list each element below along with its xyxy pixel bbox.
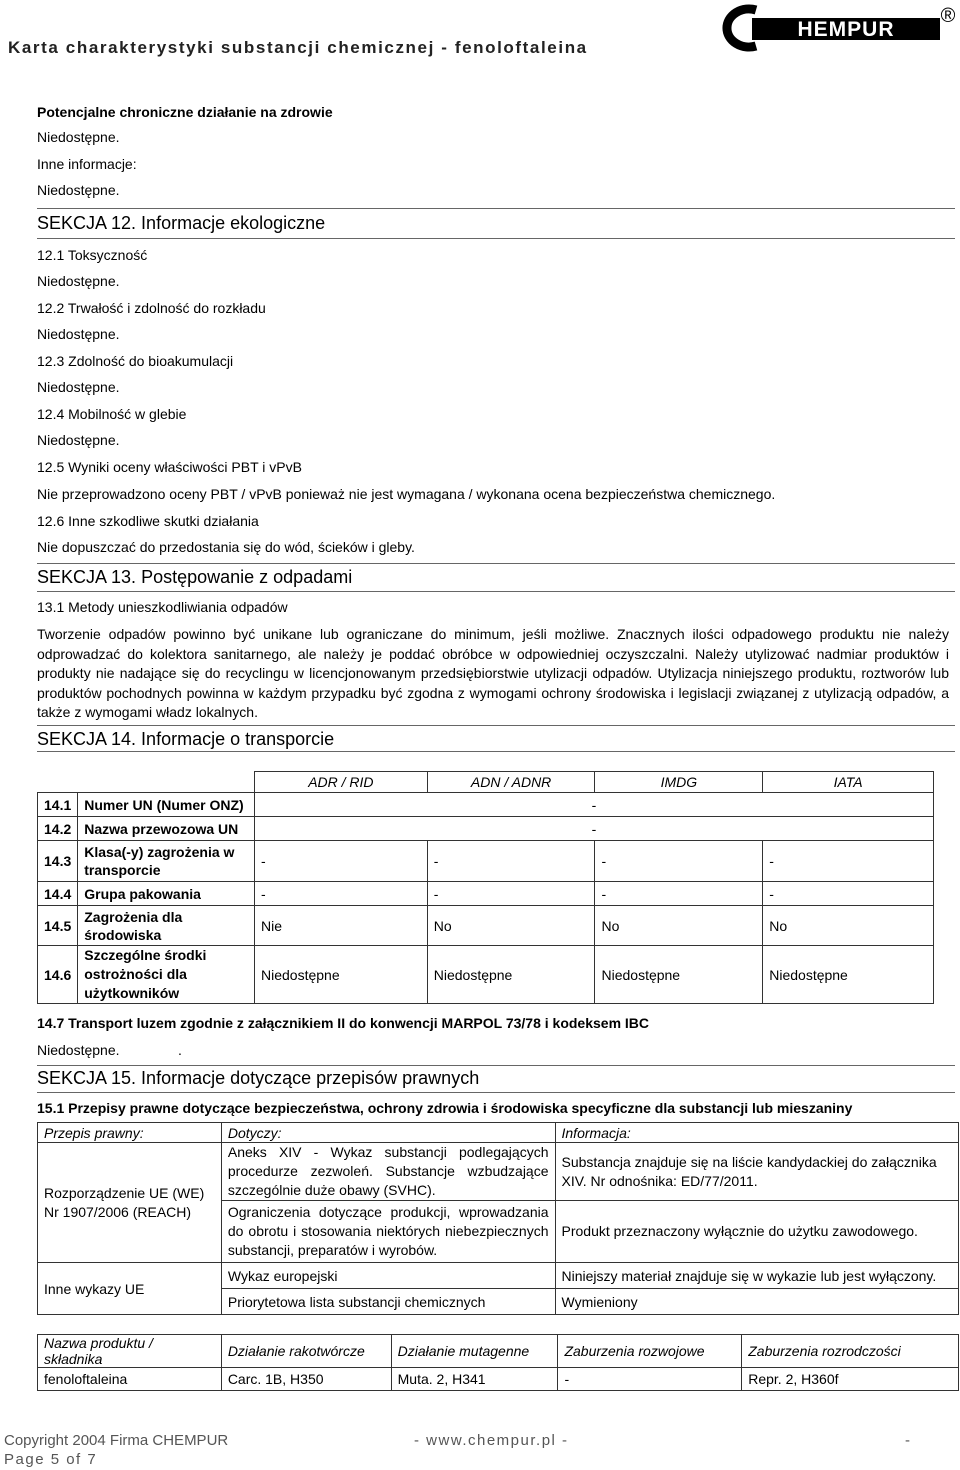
- col-imdg: IMDG: [595, 772, 763, 793]
- cell-value: -: [595, 841, 763, 882]
- row-number: 14.5: [38, 906, 78, 946]
- regulations-table: [37, 1122, 959, 1315]
- document-title: Karta charakterystyki substancji chemicznej - fenoloftaleina: [8, 38, 588, 57]
- cell-value: No: [427, 906, 595, 946]
- s12-5-value: Nie przeprowadzono oceny PBT / vPvB ponieważ nie jest wymagana / wykonana ocena bezpieczeństwa chemicznego.: [37, 486, 776, 502]
- section-14-title: SEKCJA 14. Informacje o transporcie: [37, 729, 335, 749]
- s12-3-value: Niedostępne.: [37, 379, 120, 395]
- header-mutagenic: Działanie mutagenne: [391, 1335, 558, 1368]
- table-row: [38, 882, 934, 906]
- transport-header-row: [38, 772, 934, 793]
- cell-value: -: [255, 841, 428, 882]
- section-divider: [37, 1065, 955, 1066]
- row-number: 14.3: [38, 841, 78, 882]
- table-row: [38, 793, 934, 817]
- header-information: Informacja:: [555, 1123, 959, 1143]
- s13-1-heading: 13.1 Metody unieszkodliwiania odpadów: [37, 599, 288, 615]
- cmr-header-row: [38, 1335, 959, 1368]
- header-regulation: Przepis prawny:: [38, 1123, 222, 1143]
- row-label: Zagrożenia dla środowiska: [78, 906, 255, 946]
- section-12-title: SEKCJA 12. Informacje ekologiczne: [37, 213, 326, 233]
- chronic-effects-heading: Potencjalne chroniczne działanie na zdrowie: [37, 104, 333, 120]
- table-row: [38, 1368, 959, 1391]
- row-number: 14.2: [38, 817, 78, 841]
- cell-value: -: [427, 882, 595, 906]
- s12-5-heading: 12.5 Wyniki oceny właściwości PBT i vPvB: [37, 459, 302, 475]
- section-divider: [37, 591, 955, 592]
- cell-value: Niedostępne: [427, 946, 595, 1004]
- section-divider: [37, 208, 955, 209]
- footer-dash: -: [905, 1432, 910, 1449]
- cell-value: No: [763, 906, 934, 946]
- s12-1-value: Niedostępne.: [37, 273, 120, 289]
- reach-regulation-label: Rozporządzenie UE (WE) Nr 1907/2006 (REACH): [38, 1143, 222, 1263]
- section-divider: [37, 563, 955, 564]
- footer-copyright: Copyright 2004 Firma CHEMPUR: [4, 1432, 229, 1449]
- cmr-table: [37, 1334, 959, 1391]
- s12-6-heading: 12.6 Inne szkodliwe skutki działania: [37, 513, 259, 529]
- cell-value: Niedostępne: [595, 946, 763, 1004]
- row-label: Klasa(-y) zagrożenia w transporcie: [78, 841, 255, 882]
- concerns-cell: Aneks XIV - Wykaz substancji podlegających procedurze zezwoleń. Substancje wzbudzające szczególnie duże obawy (SVHC).: [221, 1143, 555, 1201]
- cell-value: -: [763, 841, 934, 882]
- s12-2-value: Niedostępne.: [37, 326, 120, 342]
- section-13-text: Postępowanie z odpadami: [141, 567, 353, 587]
- table-row: [38, 817, 934, 841]
- cell-value: -: [558, 1368, 742, 1391]
- table-row: [38, 946, 934, 1004]
- cell-value: -: [595, 882, 763, 906]
- s12-6-value: Nie dopuszczać do przedostania się do wód, ścieków i gleby.: [37, 539, 415, 555]
- transport-table: [37, 771, 934, 1004]
- table-row: [38, 1263, 959, 1289]
- info-cell: Produkt przeznaczony wyłącznie do użytku zawodowego.: [555, 1201, 959, 1263]
- concerns-cell: Wykaz europejski: [221, 1263, 555, 1289]
- cell-value: Niedostępne: [763, 946, 934, 1004]
- info-cell: Wymieniony: [555, 1289, 959, 1315]
- chronic-effects-value: Niedostępne.: [37, 129, 120, 145]
- header-product: Nazwa produktu / składnika: [38, 1335, 222, 1368]
- section-13-prefix: SEKCJA 13.: [37, 567, 137, 587]
- section-divider: [37, 725, 955, 726]
- cell-value: Repr. 2, H360f: [742, 1368, 959, 1391]
- col-adn-adnr: ADN / ADNR: [427, 772, 595, 793]
- header-carcinogenic: Działanie rakotwórcze: [221, 1335, 391, 1368]
- cell-value: Nie: [255, 906, 428, 946]
- header-developmental: Zaburzenia rozwojowe: [558, 1335, 742, 1368]
- s14-7-heading: 14.7 Transport luzem zgodnie z załącznikiem II do konwencji MARPOL 73/78 i kodeksem IBC: [37, 1015, 650, 1031]
- table-row: [38, 1143, 959, 1201]
- other-info-value: Niedostępne.: [37, 182, 120, 198]
- header-reproductive: Zaburzenia rozrodczości: [742, 1335, 959, 1368]
- s13-1-text: Tworzenie odpadów powinno być unikane lub ograniczane do minimum, jeśli możliwe. Znacznych ilości odpadowego produktu nie należy odprowadzać do kolektora sanitarnego, ale należy je poddać obróbce w odpowiedniej oczyszczalni. Należy utylizować nadmiar produktów i produkty nie nadające się do recyclingu w licencjonowanym przedsiębiorstwie utylizacji odpadów. Utylizacja niniejszego produktu, roztworów lub produktów pochodnych powinna w każdym przypadku być zgodna z wymogami ochrony środowiska i legislacji związanej z utylizacją odpadów, a także z wymogami władz lokalnych.: [37, 626, 949, 720]
- info-cell: Substancja znajduje się na liście kandydackiej do załącznika XIV. Nr odnośnika: ED/77/2011.: [555, 1143, 959, 1201]
- row-merged-value: -: [255, 793, 934, 817]
- cell-value: Muta. 2, H341: [391, 1368, 558, 1391]
- s12-2-heading: 12.2 Trwałość i zdolność do rozkładu: [37, 300, 266, 316]
- product-name-cell: fenoloftaleina: [38, 1368, 222, 1391]
- s12-4-value: Niedostępne.: [37, 432, 120, 448]
- concerns-cell: Priorytetowa lista substancji chemicznych: [221, 1289, 555, 1315]
- chempur-logo: [722, 2, 958, 52]
- s12-3-heading: 12.3 Zdolność do bioakumulacji: [37, 353, 234, 369]
- logo-text: HEMPUR: [797, 18, 895, 41]
- row-label: Numer UN (Numer ONZ): [78, 793, 255, 817]
- cell-value: Niedostępne: [255, 946, 428, 1004]
- header-concerns: Dotyczy:: [221, 1123, 555, 1143]
- s12-4-heading: 12.4 Mobilność w glebie: [37, 406, 187, 422]
- section-13-title: [37, 567, 352, 588]
- table-row: [38, 906, 934, 946]
- section-divider: [37, 1092, 955, 1093]
- row-number: 14.4: [38, 882, 78, 906]
- row-number: 14.1: [38, 793, 78, 817]
- table-row: [38, 841, 934, 882]
- info-cell: Niniejszy materiał znajduje się w wykazie lub jest wyłączony.: [555, 1263, 959, 1289]
- concerns-cell: Ograniczenia dotyczące produkcji, wprowadzania do obrotu i stosowania niektórych niebezpiecznych substancji, preparatów i wyrobów.: [221, 1201, 555, 1263]
- s15-1-heading: 15.1 Przepisy prawne dotyczące bezpieczeństwa, ochrony zdrowia i środowiska specyficzne dla substancji lub mieszaniny: [37, 1100, 853, 1116]
- footer-page-number: Page 5 of 7: [4, 1451, 98, 1468]
- s14-7-value: Niedostępne.: [37, 1042, 120, 1058]
- col-adr-rid: ADR / RID: [255, 772, 428, 793]
- cell-value: -: [427, 841, 595, 882]
- regulations-header-row: [38, 1123, 959, 1143]
- row-label: Grupa pakowania: [78, 882, 255, 906]
- row-label: Nazwa przewozowa UN: [78, 817, 255, 841]
- section-15-title: SEKCJA 15. Informacje dotyczące przepisów prawnych: [37, 1068, 480, 1088]
- row-label: Szczególne środki ostrożności dla użytkowników: [78, 946, 255, 1004]
- cell-value: No: [595, 906, 763, 946]
- cell-value: Carc. 1B, H350: [221, 1368, 391, 1391]
- row-number: 14.6: [38, 946, 78, 1004]
- footer-website: - www.chempur.pl -: [414, 1432, 569, 1449]
- s14-7-dot: .: [178, 1042, 182, 1058]
- section-divider: [37, 751, 955, 752]
- cell-value: -: [763, 882, 934, 906]
- section-divider: [37, 238, 955, 239]
- registered-mark: ®: [940, 5, 956, 27]
- cell-value: -: [255, 882, 428, 906]
- s12-1-heading: 12.1 Toksyczność: [37, 247, 148, 263]
- other-lists-label: Inne wykazy UE: [38, 1263, 222, 1315]
- other-info-heading: Inne informacje:: [37, 156, 137, 172]
- col-iata: IATA: [763, 772, 934, 793]
- row-merged-value: -: [255, 817, 934, 841]
